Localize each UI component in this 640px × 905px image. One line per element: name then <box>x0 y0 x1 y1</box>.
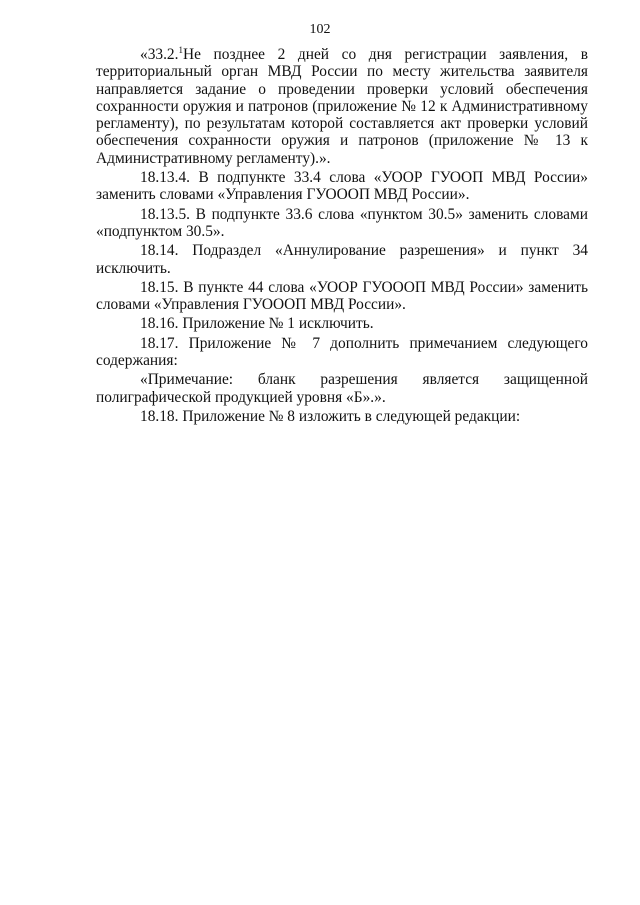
paragraph-33-2-prefix: «33.2. <box>140 46 179 63</box>
paragraph-18-16: 18.16. Приложение № 1 исключить. <box>140 315 374 333</box>
paragraph-18-14: 18.14. Подраздел «Аннулирование разрешения» и пункт 34 исключить. <box>96 242 588 277</box>
paragraph-18-13-5: 18.13.5. В подпункте 33.6 слова «пунктом 30.5» заменить словами «подпунктом 30.5». <box>96 205 588 240</box>
document-body <box>96 46 588 427</box>
paragraph-18-15: 18.15. В пункте 44 слова «УООР ГУОООП МВД России» заменить словами «Управления ГУОООП МВД России». <box>96 278 588 314</box>
paragraph-33-2 <box>96 46 588 167</box>
superscript-marker: 1 <box>178 45 183 55</box>
paragraph-18-17: 18.17. Приложение № 7 дополнить примечанием следующего содержания: <box>96 334 588 370</box>
paragraph-18-18: 18.18. Приложение № 8 изложить в следующей редакции: <box>140 407 521 425</box>
page-number: 102 <box>309 22 331 37</box>
paragraph-18-13-4: 18.13.4. В подпункте 33.4 слова «УООР ГУООП МВД России» заменить словами «Управления ГУОООП МВД России». <box>96 169 588 204</box>
paragraph-33-2-text: Не позднее 2 дней со дня регистрации заявления, в территориальный орган МВД России по месту жительства заявителя направляется задание о проведении проверки условий обеспечения сохранности оружия и патронов (приложение № 12 к Административному регламенту), по результатам которой составляется акт проверки условий обеспечения сохранности оружия и патронов (приложение № 13 к Административному регламенту).». <box>96 46 588 167</box>
paragraph-note: «Примечание: бланк разрешения является защищенной полиграфической продукцией уровня «Б».». <box>96 371 588 406</box>
